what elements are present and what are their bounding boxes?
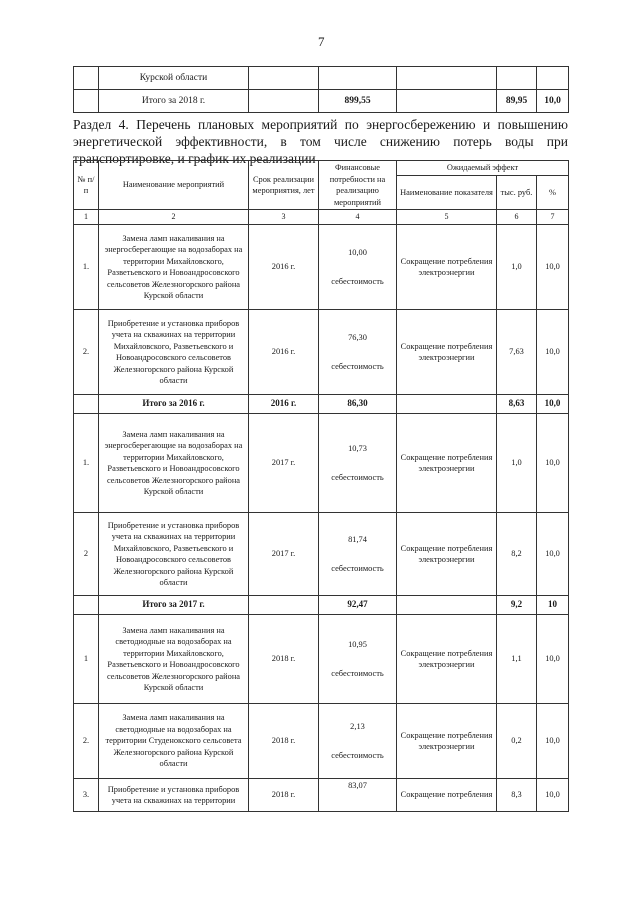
row-indicator: Сокращение потребления [397, 779, 497, 812]
row-thous: 9,2 [497, 596, 537, 615]
cost-value: 83,07 [348, 781, 367, 791]
cost-value: 10,73 [348, 443, 367, 453]
column-number: 2 [99, 210, 249, 225]
row-num: 2 [74, 513, 99, 596]
row-cost: 92,47 [319, 596, 397, 615]
row-percent: 10,0 [537, 779, 569, 812]
row-indicator: Сокращение потребления электроэнергии [397, 310, 497, 395]
row-cost [319, 704, 397, 779]
row-name: Итого за 2016 г. [99, 395, 249, 414]
row-indicator: Сокращение потребления электроэнергии [397, 414, 497, 513]
row-percent: 10,0 [537, 615, 569, 704]
row-num: 1. [74, 414, 99, 513]
header-percent: % [537, 176, 569, 210]
row-cost: 899,55 [319, 90, 397, 113]
row-percent: 10,0 [537, 414, 569, 513]
row-term: 2016 г. [249, 310, 319, 395]
cost-value: 10,95 [348, 639, 367, 649]
row-term: 2018 г. [249, 615, 319, 704]
cost-note: себестоимость [331, 564, 384, 573]
total-row [74, 395, 569, 414]
row-term: 2018 г. [249, 779, 319, 812]
header-term: Срок реализации мероприятия, лет [249, 161, 319, 210]
column-number: 4 [319, 210, 397, 225]
row-thous: 0,2 [497, 704, 537, 779]
row-indicator [397, 596, 497, 615]
table-row [74, 90, 569, 113]
row-indicator: Сокращение потребления электроэнергии [397, 704, 497, 779]
cost-note: себестоимость [331, 277, 384, 286]
row-cost [319, 779, 397, 812]
row-thous: 1,0 [497, 225, 537, 310]
row-name: Замена ламп накаливания на энергосберегающие на водозаборах на территории Михайловского, Разветьевского и Новоандросовского сельсоветов Железногорского района Курской области [99, 414, 249, 513]
row-effect: 89,95 [497, 90, 537, 113]
row-name: Приобретение и установка приборов учета на скважинах на территории [99, 779, 249, 812]
table-row [74, 704, 569, 779]
row-term [249, 596, 319, 615]
column-number: 6 [497, 210, 537, 225]
row-indicator: Сокращение потребления электроэнергии [397, 615, 497, 704]
column-number: 5 [397, 210, 497, 225]
row-percent: 10,0 [537, 513, 569, 596]
cost-note: себестоимость [331, 362, 384, 371]
row-percent: 10,0 [537, 310, 569, 395]
row-percent: 10,0 [537, 395, 569, 414]
row-num: 2. [74, 704, 99, 779]
header-name: Наименование мероприятий [99, 161, 249, 210]
row-term: 2016 г. [249, 395, 319, 414]
row-num [74, 596, 99, 615]
row-cost [319, 414, 397, 513]
row-name: Итого за 2017 г. [99, 596, 249, 615]
row-indicator: Сокращение потребления электроэнергии [397, 513, 497, 596]
column-numbers-row [74, 210, 569, 225]
cost-note: себестоимость [331, 473, 384, 482]
row-percent: 10 [537, 596, 569, 615]
table-row [74, 225, 569, 310]
cost-value: 10,00 [348, 247, 367, 257]
row-thous: 8,3 [497, 779, 537, 812]
row-cost [319, 615, 397, 704]
row-name: Замена ламп накаливания на светодиодные на водозаборах на территории Студенокского сельсовета Железногорского района Курской области [99, 704, 249, 779]
row-name: Приобретение и установка приборов учета на скважинах на территории Михайловского, Разветьевского и Новоандросовского сельсоветов Железногорского района Курской области [99, 513, 249, 596]
row-name: Курской области [99, 67, 249, 90]
row-thous: 1,0 [497, 414, 537, 513]
row-indicator [397, 395, 497, 414]
row-term: 2016 г. [249, 225, 319, 310]
row-num: 2. [74, 310, 99, 395]
row-thous: 8,2 [497, 513, 537, 596]
row-percent: 10,0 [537, 90, 569, 113]
table-row [74, 414, 569, 513]
table-row [74, 67, 569, 90]
cost-value: 81,74 [348, 534, 367, 544]
header-thous: тыс. руб. [497, 176, 537, 210]
row-term: 2017 г. [249, 414, 319, 513]
page-number: 7 [318, 34, 325, 49]
row-num: 3. [74, 779, 99, 812]
table-row [74, 513, 569, 596]
row-percent: 10,0 [537, 225, 569, 310]
table-row [74, 615, 569, 704]
cost-note: себестоимость [331, 751, 384, 760]
row-thous: 7,63 [497, 310, 537, 395]
row-indicator: Сокращение потребления электроэнергии [397, 225, 497, 310]
row-cost [319, 310, 397, 395]
table-row [74, 779, 569, 812]
section-heading: Раздел 4. Перечень плановых мероприятий по энергосбережению и повышению энергетической эффективности, в том числе снижению потерь воды при транспортировке, и график их реализации [73, 117, 568, 166]
row-name: Замена ламп накаливания на энергосберегающие на водозаборах на территории Михайловского, Разветьевского и Новоандросовского сельсоветов Железногорского района Курской области [99, 225, 249, 310]
row-term: 2018 г. [249, 704, 319, 779]
column-number: 3 [249, 210, 319, 225]
row-name: Приобретение и установка приборов учета на скважинах на территории Михайловского, Разветьевского и Новоандросовского сельсоветов Железногорского района Курской области [99, 310, 249, 395]
row-thous: 1,1 [497, 615, 537, 704]
row-num: 1. [74, 225, 99, 310]
cost-note: себестоимость [331, 669, 384, 678]
row-thous: 8,63 [497, 395, 537, 414]
header-num: № п/п [74, 161, 99, 210]
header-indicator: Наименование показателя [397, 176, 497, 210]
row-cost [319, 513, 397, 596]
table-row [74, 310, 569, 395]
column-number: 1 [74, 210, 99, 225]
cost-value: 2,13 [350, 721, 365, 731]
row-percent: 10,0 [537, 704, 569, 779]
row-cost [319, 225, 397, 310]
row-term: 2017 г. [249, 513, 319, 596]
row-num: 1 [74, 615, 99, 704]
header-cost: Финансовые потребности на реализацию мероприятий [319, 161, 397, 210]
table-header-row [74, 161, 569, 176]
measures-table [73, 160, 569, 812]
column-number: 7 [537, 210, 569, 225]
row-name: Замена ламп накаливания на светодиодные на водозаборах на территории Михайловского, Разветьевского и Новоандросовского сельсоветов Железногорского района Курской области [99, 615, 249, 704]
total-row [74, 596, 569, 615]
cost-value: 76,30 [348, 332, 367, 342]
row-num [74, 395, 99, 414]
header-effect: Ожидаемый эффект [397, 161, 569, 176]
top-table [73, 66, 569, 113]
row-name: Итого за 2018 г. [99, 90, 249, 113]
row-cost: 86,30 [319, 395, 397, 414]
